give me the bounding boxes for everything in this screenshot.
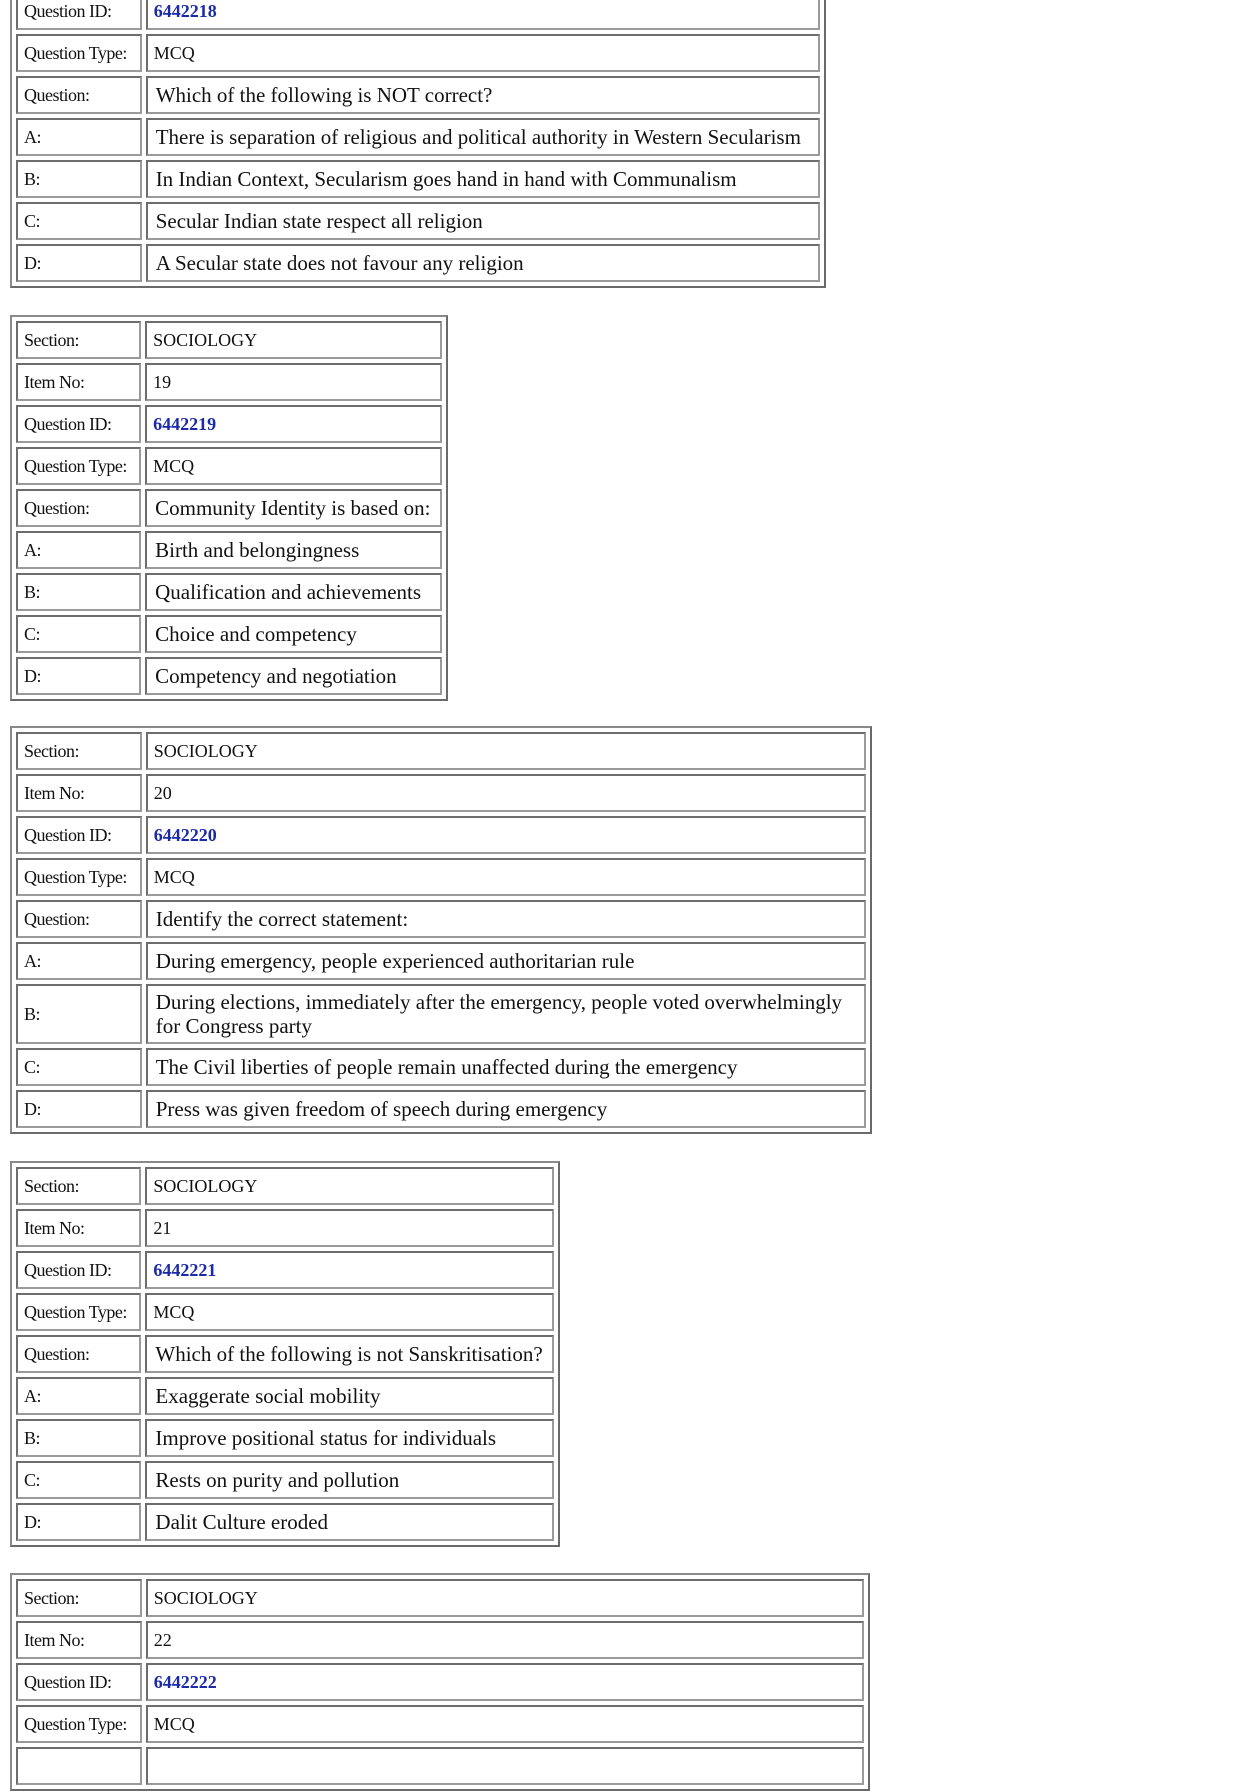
question-text: Which of the following is NOT correct? bbox=[146, 76, 820, 114]
section-value: SOCIOLOGY bbox=[145, 321, 442, 359]
row-item-no bbox=[16, 1209, 554, 1247]
question-id-value: 6442220 bbox=[146, 816, 866, 854]
question-type-label: Question Type: bbox=[16, 858, 142, 896]
row-question-type bbox=[16, 1705, 864, 1743]
question-block-6442218 bbox=[10, 0, 826, 288]
row-option-c bbox=[16, 202, 820, 240]
question-block-19 bbox=[10, 315, 448, 701]
option-d-label: D: bbox=[16, 1090, 142, 1128]
row-option-d bbox=[16, 1090, 866, 1128]
option-b-text: Qualification and achievements bbox=[145, 573, 442, 611]
question-id-label: Question ID: bbox=[16, 0, 142, 30]
row-question bbox=[16, 489, 442, 527]
option-a-text: Exaggerate social mobility bbox=[145, 1377, 554, 1415]
item-no-value: 20 bbox=[146, 774, 866, 812]
option-b-label: B: bbox=[16, 1419, 141, 1457]
question-id-label: Question ID: bbox=[16, 816, 142, 854]
item-no-value: 22 bbox=[146, 1621, 864, 1659]
option-a-label: A: bbox=[16, 118, 142, 156]
question-text: Which of the following is not Sanskritisation? bbox=[145, 1335, 554, 1373]
row-question bbox=[16, 1335, 554, 1373]
question-block-22 bbox=[10, 1573, 870, 1791]
option-a-text: During emergency, people experienced authoritarian rule bbox=[146, 942, 866, 980]
question-type-value: MCQ bbox=[145, 1293, 554, 1331]
item-no-label: Item No: bbox=[16, 774, 142, 812]
question-type-value: MCQ bbox=[146, 34, 820, 72]
row-section bbox=[16, 1579, 864, 1617]
row-question-type bbox=[16, 858, 866, 896]
row-option-d bbox=[16, 244, 820, 282]
section-label: Section: bbox=[16, 1167, 141, 1205]
question-text-empty bbox=[146, 1747, 864, 1785]
question-table bbox=[12, 317, 446, 699]
row-option-a bbox=[16, 531, 442, 569]
question-type-label: Question Type: bbox=[16, 1705, 142, 1743]
item-no-value: 19 bbox=[145, 363, 442, 401]
section-label: Section: bbox=[16, 321, 141, 359]
item-no-label: Item No: bbox=[16, 1209, 141, 1247]
question-label: Question: bbox=[16, 1335, 141, 1373]
item-no-label: Item No: bbox=[16, 1621, 142, 1659]
question-id-label: Question ID: bbox=[16, 1251, 141, 1289]
option-d-label: D: bbox=[16, 657, 141, 695]
row-option-c bbox=[16, 615, 442, 653]
row-section bbox=[16, 321, 442, 359]
question-id-label: Question ID: bbox=[16, 1663, 142, 1701]
question-type-value: MCQ bbox=[145, 447, 442, 485]
row-option-b bbox=[16, 160, 820, 198]
section-label: Section: bbox=[16, 1579, 142, 1617]
option-a-label: A: bbox=[16, 1377, 141, 1415]
option-c-text: Choice and competency bbox=[145, 615, 442, 653]
row-option-c bbox=[16, 1461, 554, 1499]
option-c-label: C: bbox=[16, 1048, 142, 1086]
question-text: Identify the correct statement: bbox=[146, 900, 866, 938]
question-block-21 bbox=[10, 1161, 560, 1547]
question-id-value: 6442222 bbox=[146, 1663, 864, 1701]
row-question-id bbox=[16, 1663, 864, 1701]
row-question-type bbox=[16, 1293, 554, 1331]
option-d-text: Press was given freedom of speech during emergency bbox=[146, 1090, 866, 1128]
question-type-label: Question Type: bbox=[16, 1293, 141, 1331]
section-value: SOCIOLOGY bbox=[146, 1579, 864, 1617]
option-b-label: B: bbox=[16, 984, 142, 1044]
question-table bbox=[12, 0, 824, 286]
option-b-label: B: bbox=[16, 160, 142, 198]
section-value: SOCIOLOGY bbox=[145, 1167, 554, 1205]
row-question bbox=[16, 76, 820, 114]
option-a-text: Birth and belongingness bbox=[145, 531, 442, 569]
row-option-b bbox=[16, 984, 866, 1044]
question-table bbox=[12, 1575, 868, 1789]
question-type-value: MCQ bbox=[146, 858, 866, 896]
option-c-label: C: bbox=[16, 202, 142, 240]
question-id-value: 6442219 bbox=[145, 405, 442, 443]
row-option-b bbox=[16, 573, 442, 611]
option-b-text: Improve positional status for individuals bbox=[145, 1419, 554, 1457]
option-c-label: C: bbox=[16, 615, 141, 653]
row-question-type bbox=[16, 34, 820, 72]
question-block-20 bbox=[10, 726, 872, 1134]
item-no-value: 21 bbox=[145, 1209, 554, 1247]
section-label: Section: bbox=[16, 732, 142, 770]
question-id-label: Question ID: bbox=[16, 405, 141, 443]
question-type-label: Question Type: bbox=[16, 34, 142, 72]
question-text: Community Identity is based on: bbox=[145, 489, 442, 527]
row-option-b bbox=[16, 1419, 554, 1457]
row-option-d bbox=[16, 657, 442, 695]
item-no-label: Item No: bbox=[16, 363, 141, 401]
row-question-id bbox=[16, 405, 442, 443]
row-section bbox=[16, 732, 866, 770]
option-b-label: B: bbox=[16, 573, 141, 611]
row-question bbox=[16, 1747, 864, 1785]
question-id-value: 6442221 bbox=[145, 1251, 554, 1289]
row-question-type bbox=[16, 447, 442, 485]
question-table bbox=[12, 728, 870, 1132]
section-value: SOCIOLOGY bbox=[146, 732, 866, 770]
question-label: Question: bbox=[16, 76, 142, 114]
row-question-id bbox=[16, 1251, 554, 1289]
row-question-id bbox=[16, 0, 820, 30]
option-c-text: Rests on purity and pollution bbox=[145, 1461, 554, 1499]
option-a-text: There is separation of religious and political authority in Western Secularism bbox=[146, 118, 820, 156]
option-c-text: The Civil liberties of people remain unaffected during the emergency bbox=[146, 1048, 866, 1086]
option-d-text: Dalit Culture eroded bbox=[145, 1503, 554, 1541]
question-type-label: Question Type: bbox=[16, 447, 141, 485]
row-option-a bbox=[16, 942, 866, 980]
question-id-value: 6442218 bbox=[146, 0, 820, 30]
row-section bbox=[16, 1167, 554, 1205]
question-label: Question: bbox=[16, 900, 142, 938]
question-table bbox=[12, 1163, 558, 1545]
row-option-a bbox=[16, 1377, 554, 1415]
row-option-a bbox=[16, 118, 820, 156]
option-a-label: A: bbox=[16, 942, 142, 980]
option-d-label: D: bbox=[16, 244, 142, 282]
option-c-text: Secular Indian state respect all religion bbox=[146, 202, 820, 240]
option-c-label: C: bbox=[16, 1461, 141, 1499]
row-item-no bbox=[16, 363, 442, 401]
option-a-label: A: bbox=[16, 531, 141, 569]
row-question-id bbox=[16, 816, 866, 854]
row-question bbox=[16, 900, 866, 938]
option-d-label: D: bbox=[16, 1503, 141, 1541]
row-item-no bbox=[16, 774, 866, 812]
row-item-no bbox=[16, 1621, 864, 1659]
question-type-value: MCQ bbox=[146, 1705, 864, 1743]
option-d-text: Competency and negotiation bbox=[145, 657, 442, 695]
row-option-d bbox=[16, 1503, 554, 1541]
question-label: Question: bbox=[16, 489, 141, 527]
option-b-text: In Indian Context, Secularism goes hand in hand with Communalism bbox=[146, 160, 820, 198]
row-option-c bbox=[16, 1048, 866, 1086]
question-label-empty bbox=[16, 1747, 142, 1785]
option-b-text: During elections, immediately after the emergency, people voted overwhelmingly for Congress party bbox=[146, 984, 866, 1044]
option-d-text: A Secular state does not favour any religion bbox=[146, 244, 820, 282]
